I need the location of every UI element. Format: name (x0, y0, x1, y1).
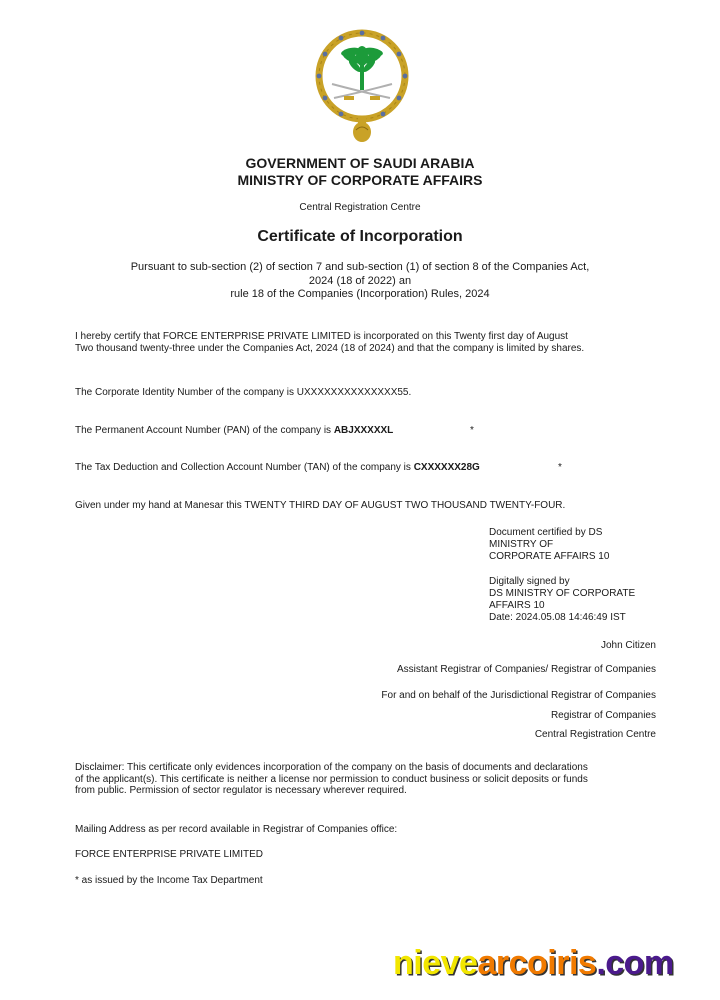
tan-label: The Tax Deduction and Collection Account Number (TAN) of the company is (75, 462, 414, 473)
heading-line-2: MINISTRY OF CORPORATE AFFAIRS (237, 172, 483, 188)
heading-line-1: GOVERNMENT OF SAUDI ARABIA (245, 155, 475, 171)
centre-line: Central Registration Centre (534, 729, 656, 740)
on-behalf-line: For and on behalf of the Jurisdictional Registrar of Companies (381, 690, 656, 701)
certified-by-block (489, 527, 609, 563)
certify-line: I hereby certify that FORCE ENTERPRISE PRIVATE LIMITED is incorporated on this Twenty first day of August (75, 331, 568, 342)
digital-line: DS MINISTRY OF CORPORATE (489, 588, 636, 599)
signatory-role: Assistant Registrar of Companies/ Registrar of Companies (397, 664, 656, 675)
pan-statement (75, 425, 393, 437)
palm-and-swords-emblem-icon (312, 26, 412, 144)
watermark-part-1: nieve (393, 944, 478, 982)
signature-date: Date: 2024.05.08 14:46:49 IST (489, 612, 626, 623)
pursuant-clause (0, 261, 720, 302)
disclaimer-line: Disclaimer: This certificate only evidences incorporation of the company on the basis of documents and declarations (75, 762, 588, 773)
disclaimer-line: of the applicant(s). This certificate is neither a license nor permission to conduct business or solicit deposits or funds (75, 773, 588, 785)
digital-signature-block (489, 576, 635, 624)
disclaimer (75, 762, 588, 797)
certificate-title: Certificate of Incorporation (257, 228, 463, 245)
pan-value: ABJXXXXXL (333, 425, 394, 436)
watermark-part-2: arcoiris (477, 944, 597, 982)
pan-label: The Permanent Account Number (PAN) of the company is (75, 425, 334, 436)
certified-line: CORPORATE AFFAIRS 10 (489, 551, 610, 562)
certified-line: MINISTRY OF (489, 539, 554, 550)
registrar-line: Registrar of Companies (550, 710, 656, 721)
certification-statement (75, 331, 584, 354)
digital-line: AFFAIRS 10 (489, 600, 545, 611)
cin-statement: The Corporate Identity Number of the company is UXXXXXXXXXXXXXX55. (75, 387, 412, 398)
pursuant-line: 2024 (18 of 2022) an (308, 274, 412, 287)
mailing-address-name: FORCE ENTERPRISE PRIVATE LIMITED (75, 849, 263, 860)
pan-asterisk: * (470, 425, 474, 436)
tan-asterisk: * (558, 462, 562, 473)
income-tax-note: * as issued by the Income Tax Department (75, 875, 263, 886)
certified-line: Document certified by DS (489, 527, 603, 538)
watermark-part-3: .com (596, 944, 674, 982)
pursuant-line: Pursuant to sub-section (2) of section 7 and sub-section (1) of section 8 of the Companies Act, (130, 261, 590, 273)
given-statement: Given under my hand at Manesar this TWENTY THIRD DAY OF AUGUST TWO THOUSAND TWENTY-FOUR. (75, 500, 566, 511)
digital-line: Digitally signed by (489, 576, 570, 587)
pursuant-line: rule 18 of the Companies (Incorporation) Rules, 2024 (230, 288, 490, 300)
registration-centre: Central Registration Centre (299, 202, 421, 213)
mailing-address-label: Mailing Address as per record available in Registrar of Companies office: (75, 824, 398, 835)
emblem (312, 26, 412, 144)
tan-statement (75, 462, 480, 474)
disclaimer-line: from public. Permission of sector regulator is necessary wherever required. (75, 785, 407, 796)
certify-line: Two thousand twenty-three under the Companies Act, 2024 (18 of 2024) and that the company is limited by shares. (75, 342, 585, 354)
signatory-name: John Citizen (600, 640, 656, 651)
government-heading (0, 155, 720, 189)
watermark-logo (393, 944, 674, 983)
tan-value: CXXXXXX28G (413, 462, 480, 473)
